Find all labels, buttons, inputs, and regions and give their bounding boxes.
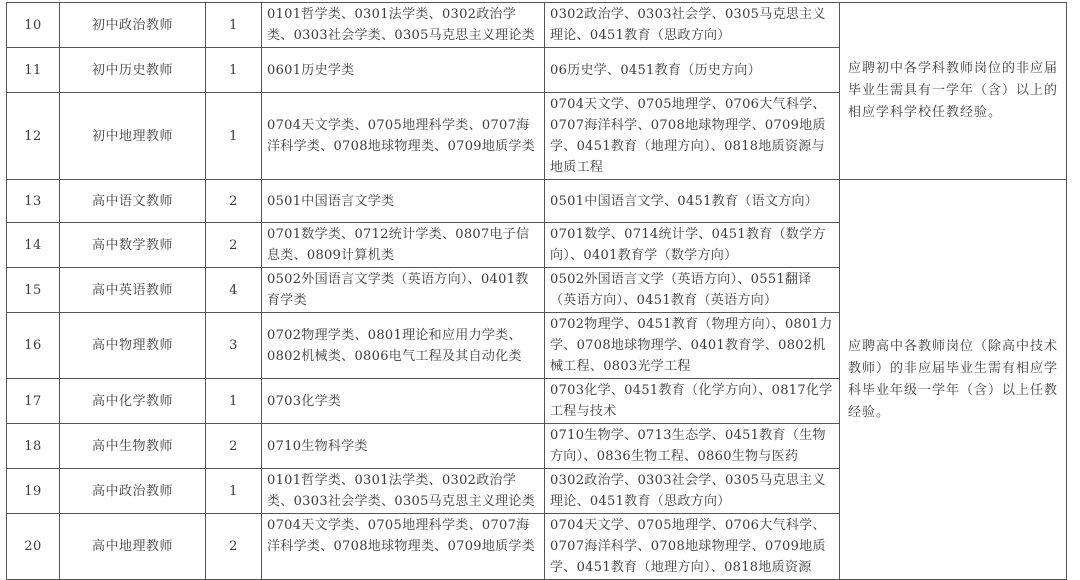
position-name: 初中历史教师 (60, 48, 206, 93)
undergrad-major: 0502外国语言文学类（英语方向）、0401教育学类 (262, 268, 545, 313)
undergrad-major: 0601历史学类 (262, 48, 545, 93)
headcount: 1 (206, 3, 262, 48)
row-number: 13 (7, 180, 60, 223)
position-name: 高中生物教师 (60, 424, 206, 469)
position-name: 高中语文教师 (60, 180, 206, 223)
grad-major: 0701数学、0714统计学、0451教育（数学方向）、0401教育学（数学方向） (545, 223, 840, 268)
headcount: 1 (206, 93, 262, 180)
grad-major: 0502外国语言文学（英语方向）、0551翻译（英语方向）、0451教育（英语方向） (545, 268, 840, 313)
headcount: 4 (206, 268, 262, 313)
grad-major: 06历史学、0451教育（历史方向） (545, 48, 840, 93)
grad-major: 0704天文学、0705地理学、0706大气科学、0707海洋科学、0708地球物理学、0709地质学、0451教育（地理方向）、0818地质资源 (545, 514, 840, 580)
grad-major: 0704天文学、0705地理学、0706大气科学、0707海洋科学、0708地球物理学、0709地质学、0451教育（地理方向）、0818地质资源与地质工程 (545, 93, 840, 180)
headcount: 1 (206, 469, 262, 514)
position-name: 高中地理教师 (60, 514, 206, 580)
grad-major: 0710生物学、0713生态学、0451教育（生物方向）、0836生物工程、0860生物与医药 (545, 424, 840, 469)
undergrad-major: 0501中国语言文学类 (262, 180, 545, 223)
row-number: 20 (7, 514, 60, 580)
position-name: 高中英语教师 (60, 268, 206, 313)
row-number: 15 (7, 268, 60, 313)
senior-requirement-note: 应聘高中各教师岗位（除高中技术教师）的非应届毕业生需有相应学科毕业年级一学年（含）以上任教经验。 (840, 180, 1067, 580)
table-row (7, 180, 1067, 223)
row-number: 16 (7, 313, 60, 379)
row-number: 12 (7, 93, 60, 180)
row-number: 10 (7, 3, 60, 48)
row-number: 18 (7, 424, 60, 469)
position-name: 高中政治教师 (60, 469, 206, 514)
undergrad-major: 0701数学类、0712统计学类、0807电子信息类、0809计算机类 (262, 223, 545, 268)
grad-major: 0302政治学、0303社会学、0305马克思主义理论、0451教育（思政方向） (545, 3, 840, 48)
grad-major: 0302政治学、0303社会学、0305马克思主义理论、0451教育（思政方向） (545, 469, 840, 514)
headcount: 3 (206, 313, 262, 379)
undergrad-major: 0704天文学类、0705地理科学类、0707海洋科学类、0708地球物理类、0709地质学类 (262, 93, 545, 180)
position-name: 高中物理教师 (60, 313, 206, 379)
headcount: 2 (206, 514, 262, 580)
row-number: 17 (7, 379, 60, 424)
undergrad-major: 0702物理学类、0801理论和应用力学类、0802机械类、0806电气工程及其自动化类 (262, 313, 545, 379)
grad-major: 0702物理学、0451教育（物理方向）、0801力学、0708地球物理学、0401教育学、0802机械工程、0803光学工程 (545, 313, 840, 379)
row-number: 11 (7, 48, 60, 93)
headcount: 2 (206, 180, 262, 223)
row-number: 19 (7, 469, 60, 514)
position-name: 高中数学教师 (60, 223, 206, 268)
undergrad-major: 0704天文学类、0705地理科学类、0707海洋科学类、0708地球物理类、0709地质学类 (262, 514, 545, 580)
headcount: 1 (206, 48, 262, 93)
junior-requirement-note: 应聘初中各学科教师岗位的非应届毕业生需具有一学年（含）以上的相应学科学校任教经验。 (840, 3, 1067, 180)
row-number: 14 (7, 223, 60, 268)
undergrad-major: 0703化学类 (262, 379, 545, 424)
headcount: 2 (206, 424, 262, 469)
recruitment-table (6, 2, 1067, 580)
undergrad-major: 0101哲学类、0301法学类、0302政治学类、0303社会学类、0305马克思主义理论类 (262, 469, 545, 514)
position-name: 高中化学教师 (60, 379, 206, 424)
headcount: 2 (206, 223, 262, 268)
undergrad-major: 0101哲学类、0301法学类、0302政治学类、0303社会学类、0305马克思主义理论类 (262, 3, 545, 48)
position-name: 初中地理教师 (60, 93, 206, 180)
grad-major: 0703化学、0451教育（化学方向）、0817化学工程与技术 (545, 379, 840, 424)
grad-major: 0501中国语言文学、0451教育（语文方向） (545, 180, 840, 223)
headcount: 1 (206, 379, 262, 424)
position-name: 初中政治教师 (60, 3, 206, 48)
undergrad-major: 0710生物科学类 (262, 424, 545, 469)
table-row (7, 3, 1067, 48)
recruitment-table-wrapper (6, 2, 1067, 580)
